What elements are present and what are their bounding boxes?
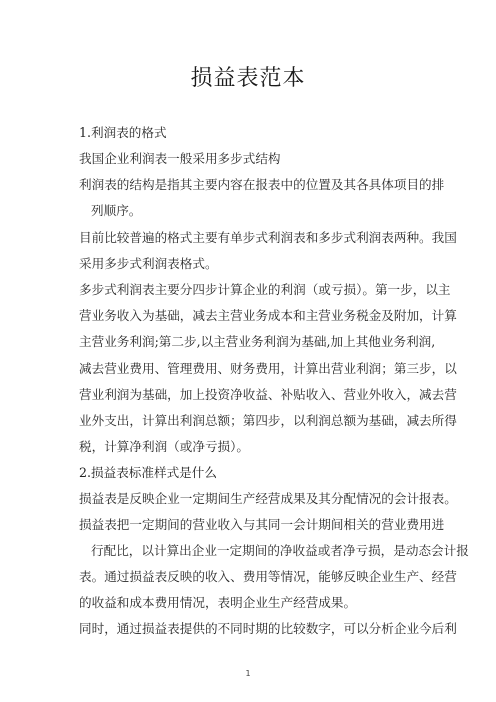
paragraph-line: 采用多步式利润表格式。	[79, 256, 218, 271]
section-heading-2: 2.损益表标准样式是什么	[79, 465, 217, 480]
paragraph-line: 目前比较普遍的格式主要有单步式利润表和多步式利润表两种。我国	[79, 230, 457, 245]
paragraph-line: 我国企业利润表一般采用多步式结构	[79, 151, 281, 166]
paragraph-line: 税，计算净利润（或净亏损）。	[79, 439, 250, 454]
paragraph-line: 行配比，以计算出企业一定期间的净收益或者净亏损，是动态会计报	[91, 543, 469, 558]
paragraph-line: 列顺序。	[91, 203, 142, 218]
paragraph-line: 营业务收入为基础，减去主营业务成本和主营业务税金及附加，计算	[79, 308, 457, 323]
paragraph-line: 业外支出，计算出利润总额；第四步，以利润总额为基础，减去所得	[79, 413, 457, 428]
paragraph-line: 损益表是反映企业一定期间生产经营成果及其分配情况的会计报表。	[79, 491, 457, 506]
paragraph-line: 多步式利润表主要分四步计算企业的利润（或亏损）。第一步，以主	[79, 282, 451, 297]
document-title: 损益表范本	[190, 66, 306, 91]
paragraph-line: 利润表的结构是指其主要内容在报表中的位置及其各具体项目的排	[79, 177, 445, 192]
paragraph-line: 减去营业费用、管理费用、财务费用，计算出营业利润；第三步，以	[79, 361, 457, 376]
section-heading-1: 1.利润表的格式	[79, 125, 167, 140]
paragraph-line: 同时，通过损益表提供的不同时期的比较数字，可以分析企业今后利	[79, 621, 457, 636]
paragraph-line: 营业利润为基础，加上投资净收益、补贴收入、营业外收入，减去营	[79, 387, 457, 402]
paragraph-line: 损益表把一定期间的营业收入与其同一会计期间相关的营业费用进	[79, 517, 445, 532]
paragraph-line: 表。通过损益表反映的收入、费用等情况，能够反映企业生产、经营	[79, 569, 457, 584]
paragraph-line: 主营业务利润;第二步,以主营业务利润为基础,加上其他业务利润,	[79, 334, 436, 349]
page-number: 1	[245, 669, 251, 678]
paragraph-line: 的收益和成本费用情况，表明企业生产经营成果。	[79, 595, 357, 610]
